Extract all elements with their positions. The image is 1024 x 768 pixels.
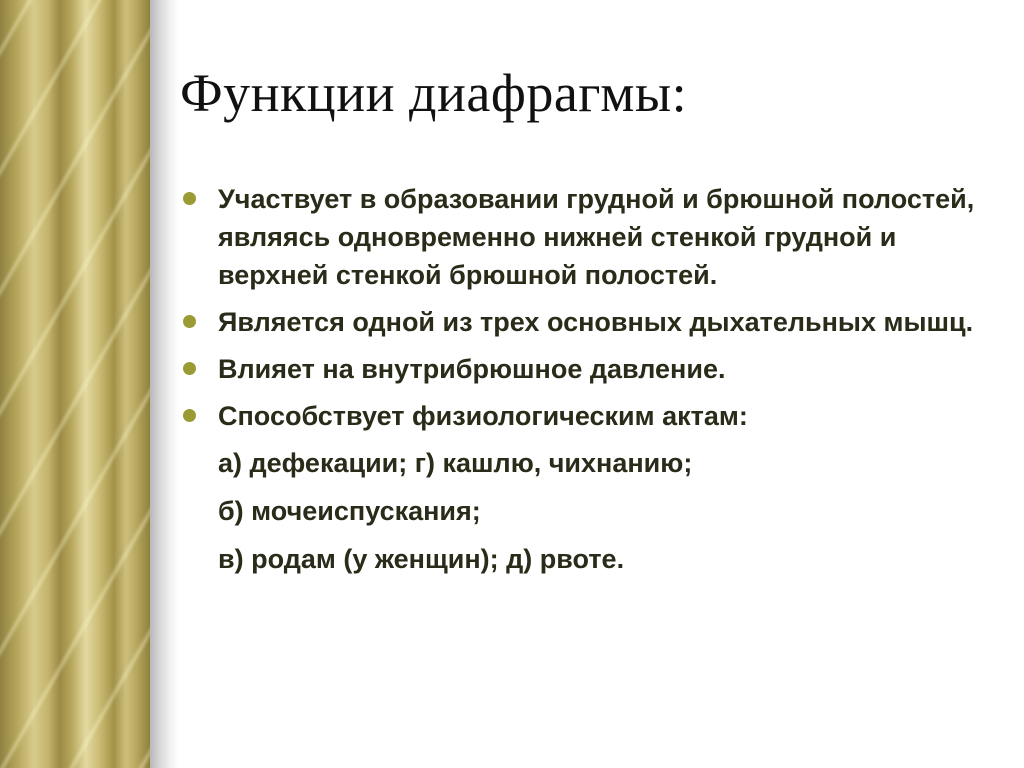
bullet-dot-icon <box>183 409 196 422</box>
sub-item: а) дефекации; г) кашлю, чихнанию; <box>218 448 693 478</box>
bullet-item <box>180 397 1010 435</box>
bullet-dot-icon <box>183 362 196 375</box>
bullet-text: Является одной из трех основных дыхательных мышц. <box>218 307 974 337</box>
sub-item: в) родам (у женщин); д) рвоте. <box>218 544 625 574</box>
pillar-shadow-edge <box>150 0 178 768</box>
sub-item: б) мочеиспускания; <box>218 496 481 526</box>
bullet-text: Участвует в образовании грудной и брюшной полостей, являясь одновременно нижней стенкой грудной и верхней стенкой брюшной полостей. <box>218 184 975 290</box>
bullet-dot-icon <box>183 315 196 328</box>
bullet-item <box>180 350 1010 388</box>
bullet-dot-icon <box>183 192 196 205</box>
bullet-item <box>180 303 1010 341</box>
slide-content <box>180 180 1010 588</box>
slide-title: Функции диафрагмы: <box>180 63 688 123</box>
bullet-item <box>180 180 1010 294</box>
bullet-text: Способствует физиологическим актам: <box>218 401 748 431</box>
decorative-gold-pillar <box>0 0 150 768</box>
bullet-text: Влияет на внутрибрюшное давление. <box>218 354 726 384</box>
